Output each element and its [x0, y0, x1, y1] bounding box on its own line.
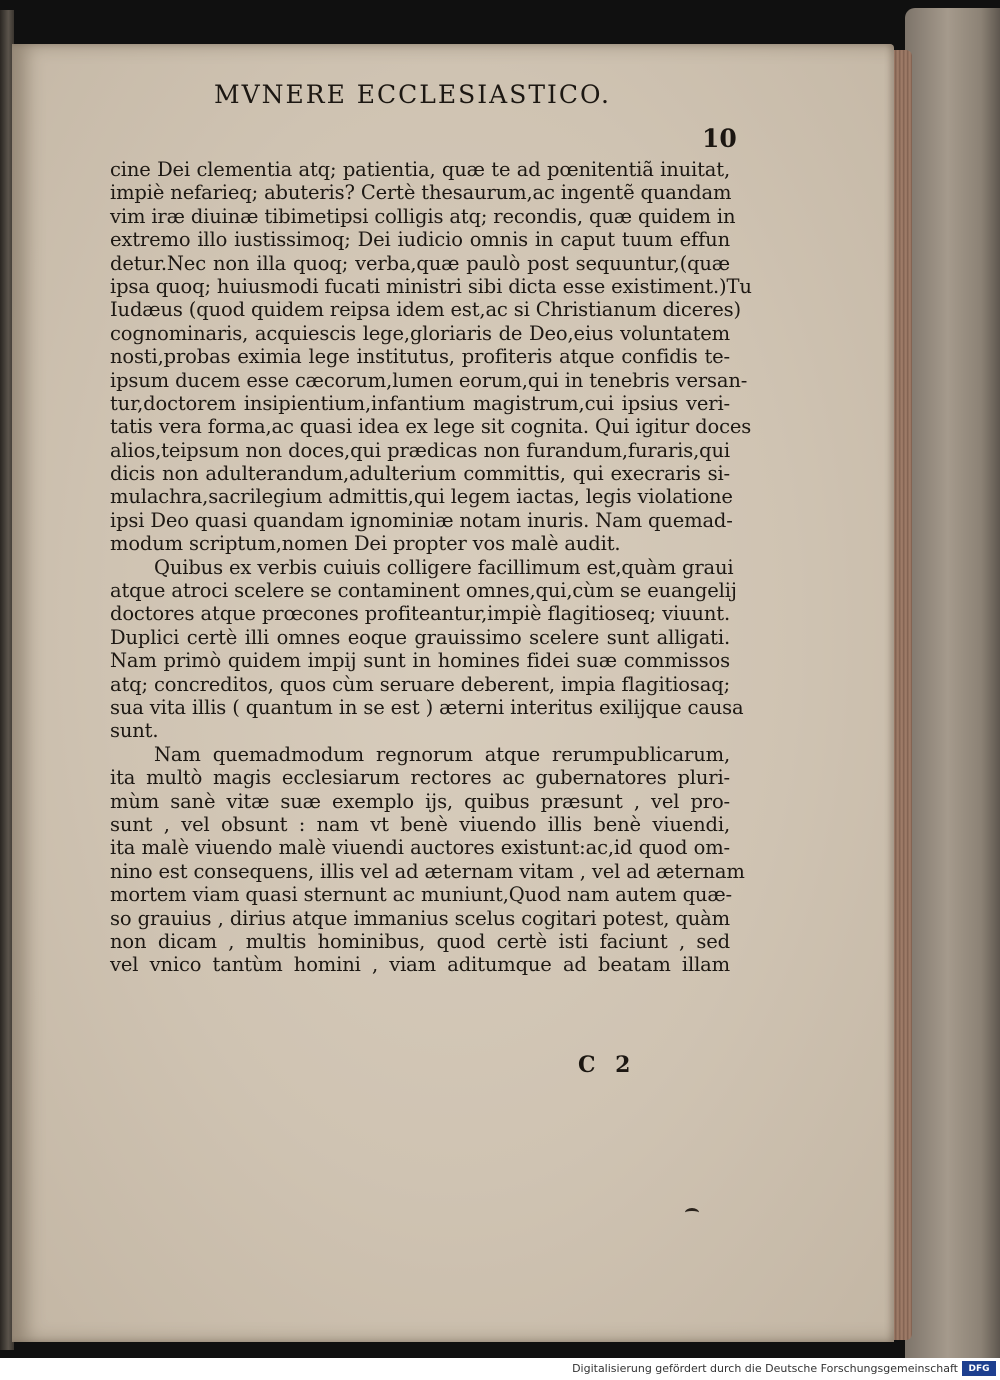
- text-line: modum scriptum,nomen Dei propter vos malè audit.: [110, 532, 621, 556]
- text-line: vim iræ diuinæ tibimetipsi colligis atq; recondis, quæ quidem in: [110, 204, 736, 228]
- footer-credit: Digitalisierung gefördert durch die Deutsche Forschungsgemeinschaft: [572, 1362, 958, 1375]
- text-line: Duplici certè illi omnes eoque grauissimo scelere sunt alligati.: [110, 625, 730, 649]
- body-text: [110, 158, 752, 977]
- text-line: ipsa quoq; huiusmodi fucati ministri sibi dicta esse existiment.)Tu: [110, 274, 752, 298]
- signature-mark: C 2: [578, 1052, 637, 1078]
- text-line: sunt , vel obsunt : nam vt benè viuendo illis benè viuendi,: [110, 812, 730, 836]
- text-line: Nam primò quidem impij sunt in homines fidei suæ commissos: [110, 649, 730, 673]
- text-line: non dicam , multis hominibus, quod certè isti faciunt , sed: [110, 929, 730, 953]
- text-line: ita malè viuendo malè viuendi auctores existunt:ac,id quod om-: [110, 836, 730, 860]
- text-line: detur.Nec non illa quoq; verba,quæ paulò post sequuntur,(quæ: [110, 251, 730, 275]
- dfg-logo: DFG: [962, 1361, 996, 1376]
- text-line: mulachra,sacrilegium admittis,qui legem iactas, legis violatione: [110, 485, 733, 509]
- text-line: vel vnico tantùm homini , viam aditumque ad beatam illam: [110, 953, 730, 977]
- text-line: cine Dei clementia atq; patientia, quæ te ad pœnitentiã inuitat,: [110, 158, 730, 181]
- text-line: sunt.: [110, 719, 159, 743]
- ink-mark: [685, 1208, 699, 1217]
- text-line: so grauius , dirius atque immanius scelus cogitari potest, quàm: [110, 906, 730, 930]
- text-line: mortem viam quasi sternunt ac muniunt,Quod nam autem quæ-: [110, 883, 732, 907]
- text-line: doctores atque prœcones profiteantur,impiè flagitioseq; viuunt.: [110, 602, 730, 626]
- footer-bar: [0, 1358, 1000, 1380]
- text-line: tatis vera forma,ac quasi idea ex lege sit cognita. Qui igitur doces: [110, 415, 752, 439]
- text-line: mùm sanè vitæ suæ exemplo ijs, quibus præsunt , vel pro-: [110, 789, 730, 813]
- text-line: extremo illo iustissimoq; Dei iudicio omnis in caput tuum effun: [110, 228, 730, 252]
- page-number: 10: [702, 124, 737, 153]
- text-line: ipsi Deo quasi quandam ignominiæ notam inuris. Nam quemad-: [110, 508, 733, 532]
- text-line: Iudæus (quod quidem reipsa idem est,ac si Christianum diceres): [110, 298, 741, 322]
- text-line: alios,teipsum non doces,qui prædicas non furandum,furaris,qui: [110, 438, 730, 462]
- text-line: atq; concreditos, quos cùm seruare deberent, impia flagitiosaq;: [110, 672, 730, 696]
- text-line: nosti,probas eximia lege institutus, profiteris atque confidis te-: [110, 345, 730, 369]
- text-line: impiè nefarieq; abuteris? Certè thesaurum,ac ingentẽ quandam: [110, 181, 732, 205]
- running-head: MVNERE ECCLESIASTICO.: [214, 80, 611, 109]
- book-cover: [905, 8, 1000, 1358]
- text-line: sua vita illis ( quantum in se est ) æterni interitus exilijque causa: [110, 695, 744, 719]
- text-line: Quibus ex verbis cuiuis colligere facillimum est,quàm graui: [154, 555, 734, 579]
- text-line: ipsum ducem esse cæcorum,lumen eorum,qui in tenebris versan-: [110, 368, 748, 392]
- text-line: atque atroci scelere se contaminent omnes,qui,cùm se euangelij: [110, 579, 737, 603]
- text-line: cognominaris, acquiescis lege,gloriaris de Deo,eius voluntatem: [110, 321, 730, 345]
- text-line: Nam quemadmodum regnorum atque rerumpublicarum,: [154, 742, 730, 766]
- page-header: [214, 80, 754, 120]
- text-line: tur,doctorem insipientium,infantium magistrum,cui ipsius veri-: [110, 391, 730, 415]
- text-line: dicis non adulterandum,adulterium committis, qui execraris si-: [110, 462, 730, 486]
- text-line: nino est consequens, illis vel ad æternam vitam , vel ad æternam: [110, 859, 745, 883]
- text-line: ita multò magis ecclesiarum rectores ac gubernatores pluri-: [110, 766, 730, 790]
